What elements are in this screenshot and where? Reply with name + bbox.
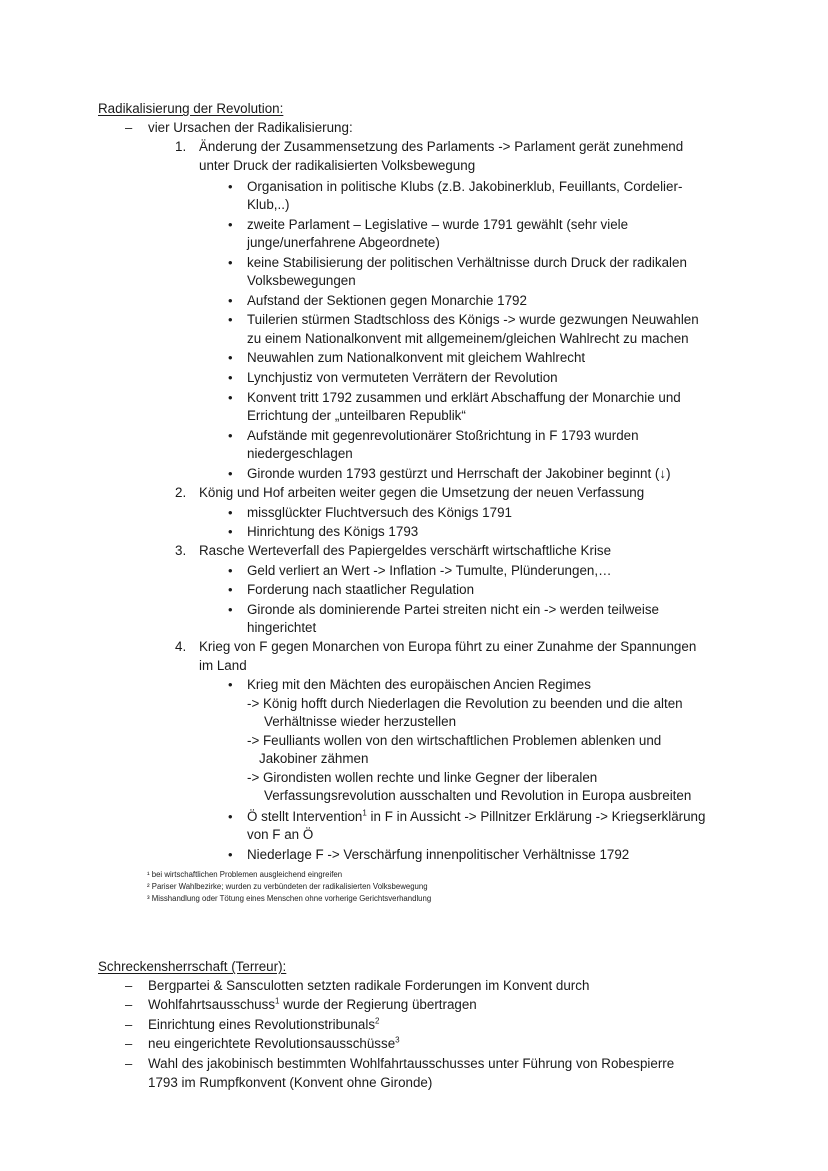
bullet-text: Ö stellt Intervention$^1$ in F in Aussicht -> Pillnitzer Erklärung -> Kriegserklärung	[247, 808, 706, 824]
footnote-ref: 3	[395, 1035, 400, 1045]
bullet-text: Krieg mit den Mächten des europäischen Ancien Regimes	[247, 677, 591, 692]
bullet-text-cont: zu einem Nationalkonvent mit allgemeinem/gleichen Wahlrecht zu machen	[247, 331, 689, 346]
bullet-marker: •	[228, 293, 233, 308]
bullet-marker: •	[228, 390, 233, 405]
footnote-3: ³ Misshandlung oder Tötung eines Menschen ohne vorherige Gerichtsverhandlung	[147, 894, 432, 903]
bullet-marker: •	[228, 466, 233, 481]
footnote-ref: 1	[362, 808, 367, 818]
bullet-text: Niederlage F -> Verschärfung innenpolitischer Verhältnisse 1792	[247, 847, 630, 862]
bullet-marker: •	[228, 809, 233, 824]
bullet-text: Gironde als dominierende Partei streiten nicht ein -> werden teilweise	[247, 602, 659, 617]
bullet-text: Forderung nach staatlicher Regulation	[247, 582, 475, 597]
footnote-2: ² Pariser Wahlbezirke; wurden zu verbündeten der radikalisierten Volksbewegung	[147, 882, 428, 891]
bullet-text: Konvent tritt 1792 zusammen und erklärt Abschaffung der Monarchie und	[247, 390, 681, 405]
dash-marker: –	[125, 1017, 133, 1032]
bullet-marker: •	[228, 350, 233, 365]
dash-marker: –	[125, 978, 133, 993]
cause-number-4: 4.	[175, 639, 187, 654]
terreur-item: Einrichtung eines Revolutionstribunals$^2$	[148, 1016, 380, 1032]
bullet-text-cont: junge/unerfahrene Abgeordnete)	[247, 235, 440, 250]
cause-3-line-1: Rasche Werteverfall des Papiergeldes verschärft wirtschaftliche Krise	[199, 543, 612, 558]
dash-marker: –	[125, 1056, 133, 1071]
bullet-marker: •	[228, 677, 233, 692]
arrow-line-cont: Jakobiner zähmen	[259, 751, 369, 766]
bullet-text: Neuwahlen zum Nationalkonvent mit gleichem Wahlrecht	[247, 350, 586, 365]
bullet-text: zweite Parlament – Legislative – wurde 1791 gewählt (sehr viele	[247, 217, 629, 232]
bullet-marker: •	[228, 582, 233, 597]
terreur-item: Bergpartei & Sansculotten setzten radikale Forderungen im Konvent durch	[148, 978, 590, 993]
arrow-line: -> König hofft durch Niederlagen die Revolution zu beenden und die alten	[247, 696, 683, 711]
bullet-text: Tuilerien stürmen Stadtschloss des Königs -> wurde gezwungen Neuwahlen	[247, 312, 699, 327]
bullet-text: missglückter Fluchtversuch des Königs 1791	[247, 505, 512, 520]
arrow-line-cont: Verhältnisse wieder herzustellen	[264, 714, 457, 729]
intro-line: vier Ursachen der Radikalisierung:	[148, 120, 353, 135]
cause-1-line-2: unter Druck der radikalisierten Volksbewegung	[199, 158, 476, 173]
bullet-marker: •	[228, 563, 233, 578]
footnote-ref: 2	[375, 1016, 380, 1026]
bullet-marker: •	[228, 370, 233, 385]
footnote-ref: 1	[275, 996, 280, 1006]
dash-marker: –	[125, 1036, 133, 1051]
dash-marker: –	[125, 120, 133, 135]
bullet-text-cont: von F an Ö	[247, 827, 314, 842]
bullet-text: Aufstand der Sektionen gegen Monarchie 1792	[247, 293, 527, 308]
bullet-text: Lynchjustiz von vermuteten Verrätern der Revolution	[247, 370, 558, 385]
bullet-text: keine Stabilisierung der politischen Verhältnisse durch Druck der radikalen	[247, 255, 687, 270]
bullet-text-cont: niedergeschlagen	[247, 446, 353, 461]
bullet-marker: •	[228, 505, 233, 520]
bullet-text: Geld verliert an Wert -> Inflation -> Tumulte, Plünderungen,…	[247, 563, 612, 578]
bullet-text-cont: Volksbewegungen	[247, 273, 356, 288]
cause-number-2: 2.	[175, 485, 187, 500]
bullet-text-cont: hingerichtet	[247, 620, 317, 635]
bullet-marker: •	[228, 179, 233, 194]
bullet-text: Gironde wurden 1793 gestürzt und Herrschaft der Jakobiner beginnt (↓)	[247, 466, 671, 481]
bullet-marker: •	[228, 312, 233, 327]
footnote-1: ¹ bei wirtschaftlichen Problemen ausgleichend eingreifen	[147, 870, 343, 879]
arrow-line: -> Feulliants wollen von den wirtschaftlichen Problemen ablenken und	[247, 733, 662, 748]
bullet-marker: •	[228, 602, 233, 617]
bullet-text-cont: Errichtung der „unteilbaren Republik“	[247, 408, 466, 423]
terreur-item: Wohlfahrtsausschuss$^1$ wurde der Regierung übertragen	[148, 996, 477, 1012]
terreur-item-cont: 1793 im Rumpfkonvent (Konvent ohne Gironde)	[148, 1075, 433, 1090]
bullet-marker: •	[228, 847, 233, 862]
cause-1-line-1: Änderung der Zusammensetzung des Parlaments -> Parlament gerät zunehmend	[199, 139, 684, 154]
dash-marker: –	[125, 997, 133, 1012]
terreur-item: neu eingerichtete Revolutionsausschüsse$^3$	[148, 1035, 400, 1051]
section-title-radikalisierung: Radikalisierung der Revolution:	[98, 101, 284, 116]
cause-4-line-2: im Land	[199, 658, 247, 673]
cause-number-3: 3.	[175, 543, 187, 558]
bullet-text: Hinrichtung des Königs 1793	[247, 524, 419, 539]
bullet-marker: •	[228, 428, 233, 443]
arrow-line: -> Girondisten wollen rechte und linke Gegner der liberalen	[247, 770, 598, 785]
bullet-text: Aufstände mit gegenrevolutionärer Stoßrichtung in F 1793 wurden	[247, 428, 639, 443]
section-title-terreur: Schreckensherrschaft (Terreur):	[98, 959, 287, 974]
bullet-marker: •	[228, 217, 233, 232]
cause-2-line-1: König und Hof arbeiten weiter gegen die Umsetzung der neuen Verfassung	[199, 485, 645, 500]
bullet-marker: •	[228, 255, 233, 270]
bullet-marker: •	[228, 524, 233, 539]
cause-number-1: 1.	[175, 139, 187, 154]
bullet-text-cont: Klub,..)	[247, 197, 290, 212]
cause-4-line-1: Krieg von F gegen Monarchen von Europa führt zu einer Zunahme der Spannungen	[199, 639, 697, 654]
bullet-text: Organisation in politische Klubs (z.B. Jakobinerklub, Feuillants, Cordelier-	[247, 179, 683, 194]
terreur-item: Wahl des jakobinisch bestimmten Wohlfahrtausschusses unter Führung von Robespierre	[148, 1056, 675, 1071]
arrow-line-cont: Verfassungsrevolution ausschalten und Revolution in Europa ausbreiten	[264, 788, 692, 803]
